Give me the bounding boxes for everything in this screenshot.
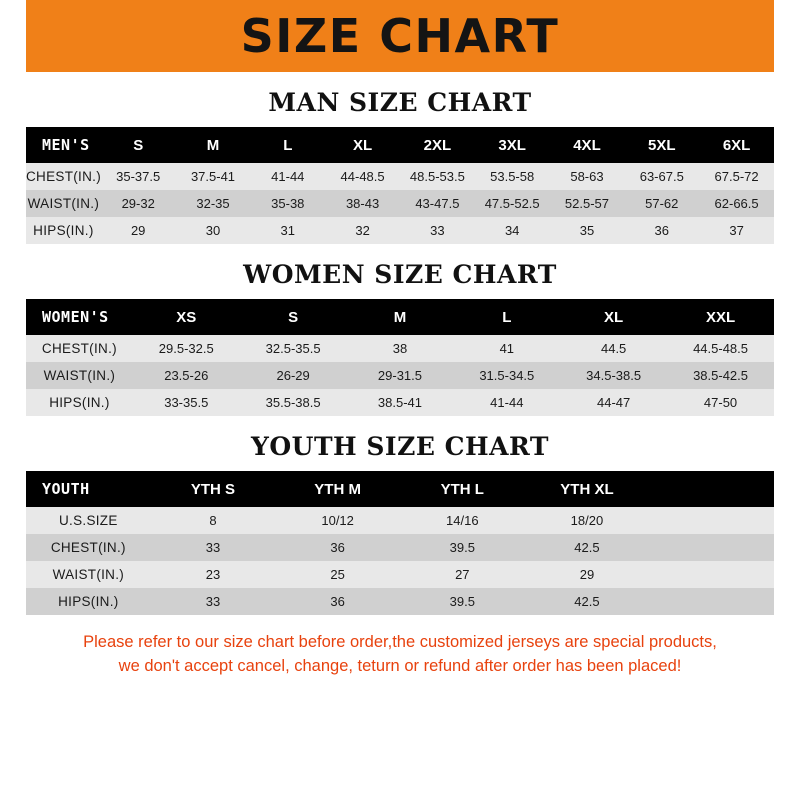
youth-cell-empty	[649, 561, 774, 588]
men-cell: 62-66.5	[699, 190, 774, 217]
women-cell: 33-35.5	[133, 389, 240, 416]
women-corner-label: WOMEN'S	[26, 299, 133, 335]
men-cell: 29-32	[101, 190, 176, 217]
youth-cell: 33	[151, 588, 276, 615]
youth-col-header-empty	[649, 471, 774, 507]
women-cell: 44.5-48.5	[667, 335, 774, 362]
men-cell: 36	[624, 217, 699, 244]
men-cell: 48.5-53.5	[400, 163, 475, 190]
youth-cell: 8	[151, 507, 276, 534]
youth-cell: 36	[275, 588, 400, 615]
men-col-header: 2XL	[400, 127, 475, 163]
women-cell: 38.5-42.5	[667, 362, 774, 389]
table-row	[26, 507, 774, 534]
women-cell: 26-29	[240, 362, 347, 389]
youth-section-title: YOUTH SIZE CHART	[251, 432, 549, 461]
youth-size-table	[26, 471, 774, 615]
women-cell: 35.5-38.5	[240, 389, 347, 416]
content-area	[0, 88, 800, 679]
youth-cell-empty	[649, 588, 774, 615]
men-cell: 35-38	[250, 190, 325, 217]
table-header-row	[26, 127, 774, 163]
youth-cell-empty	[649, 534, 774, 561]
youth-cell: 23	[151, 561, 276, 588]
women-row-label: HIPS(IN.)	[26, 389, 133, 416]
women-cell: 41-44	[453, 389, 560, 416]
men-cell: 34	[475, 217, 550, 244]
men-size-table	[26, 127, 774, 244]
youth-cell-empty	[649, 507, 774, 534]
men-cell: 63-67.5	[624, 163, 699, 190]
men-col-header: 5XL	[624, 127, 699, 163]
youth-col-header: YTH L	[400, 471, 525, 507]
women-cell: 41	[453, 335, 560, 362]
men-cell: 44-48.5	[325, 163, 400, 190]
table-row	[26, 362, 774, 389]
women-cell: 44-47	[560, 389, 667, 416]
table-row	[26, 389, 774, 416]
youth-cell: 42.5	[525, 534, 650, 561]
women-col-header: XS	[133, 299, 240, 335]
men-cell: 38-43	[325, 190, 400, 217]
men-cell: 32-35	[176, 190, 251, 217]
women-cell: 29-31.5	[347, 362, 454, 389]
men-col-header: L	[250, 127, 325, 163]
women-col-header: S	[240, 299, 347, 335]
men-cell: 37.5-41	[176, 163, 251, 190]
women-col-header: M	[347, 299, 454, 335]
women-row-label: WAIST(IN.)	[26, 362, 133, 389]
women-cell: 23.5-26	[133, 362, 240, 389]
youth-col-header: YTH M	[275, 471, 400, 507]
women-size-table	[26, 299, 774, 416]
youth-cell: 27	[400, 561, 525, 588]
women-col-header: XL	[560, 299, 667, 335]
men-cell: 30	[176, 217, 251, 244]
men-cell: 32	[325, 217, 400, 244]
youth-row-label: HIPS(IN.)	[26, 588, 151, 615]
youth-cell: 42.5	[525, 588, 650, 615]
men-col-header: M	[176, 127, 251, 163]
men-col-header: 6XL	[699, 127, 774, 163]
men-cell: 29	[101, 217, 176, 244]
women-row-label: CHEST(IN.)	[26, 335, 133, 362]
footer-note-line-1: Please refer to our size chart before order,the customized jerseys are special products,	[83, 633, 717, 651]
women-cell: 31.5-34.5	[453, 362, 560, 389]
women-cell: 32.5-35.5	[240, 335, 347, 362]
youth-cell: 10/12	[275, 507, 400, 534]
women-cell: 38.5-41	[347, 389, 454, 416]
footer-note	[26, 631, 774, 679]
header-band	[0, 0, 800, 72]
youth-cell: 18/20	[525, 507, 650, 534]
header-right-margin	[774, 0, 800, 72]
women-section-title: WOMEN SIZE CHART	[243, 260, 557, 289]
youth-col-header: YTH S	[151, 471, 276, 507]
men-cell: 47.5-52.5	[475, 190, 550, 217]
youth-row-label: U.S.SIZE	[26, 507, 151, 534]
table-row	[26, 588, 774, 615]
table-row	[26, 190, 774, 217]
table-header-row	[26, 471, 774, 507]
youth-col-header: YTH XL	[525, 471, 650, 507]
youth-row-label: WAIST(IN.)	[26, 561, 151, 588]
men-cell: 31	[250, 217, 325, 244]
women-col-header: L	[453, 299, 560, 335]
table-row	[26, 163, 774, 190]
men-row-label: CHEST(IN.)	[26, 163, 101, 190]
footer-note-line-2: we don't accept cancel, change, teturn or refund after order has been placed!	[118, 656, 682, 675]
men-col-header: S	[101, 127, 176, 163]
men-cell: 43-47.5	[400, 190, 475, 217]
youth-cell: 39.5	[400, 588, 525, 615]
table-row	[26, 534, 774, 561]
men-col-header: 3XL	[475, 127, 550, 163]
header-left-margin	[0, 0, 26, 72]
women-cell: 29.5-32.5	[133, 335, 240, 362]
women-cell: 34.5-38.5	[560, 362, 667, 389]
youth-cell: 29	[525, 561, 650, 588]
men-cell: 41-44	[250, 163, 325, 190]
men-section-title: MAN SIZE CHART	[268, 88, 532, 117]
men-cell: 35	[550, 217, 625, 244]
men-row-label: HIPS(IN.)	[26, 217, 101, 244]
table-row	[26, 335, 774, 362]
men-row-label: WAIST(IN.)	[26, 190, 101, 217]
men-cell: 33	[400, 217, 475, 244]
women-cell: 44.5	[560, 335, 667, 362]
women-col-header: XXL	[667, 299, 774, 335]
table-row	[26, 217, 774, 244]
men-cell: 35-37.5	[101, 163, 176, 190]
page-title: SIZE CHART	[240, 9, 560, 63]
men-cell: 37	[699, 217, 774, 244]
men-col-header: 4XL	[550, 127, 625, 163]
men-cell: 58-63	[550, 163, 625, 190]
youth-cell: 39.5	[400, 534, 525, 561]
youth-cell: 33	[151, 534, 276, 561]
women-cell: 47-50	[667, 389, 774, 416]
table-row	[26, 561, 774, 588]
men-cell: 67.5-72	[699, 163, 774, 190]
men-corner-label: MEN'S	[26, 127, 101, 163]
men-cell: 52.5-57	[550, 190, 625, 217]
youth-corner-label: YOUTH	[26, 471, 151, 507]
women-cell: 38	[347, 335, 454, 362]
youth-cell: 14/16	[400, 507, 525, 534]
youth-row-label: CHEST(IN.)	[26, 534, 151, 561]
youth-cell: 25	[275, 561, 400, 588]
table-header-row	[26, 299, 774, 335]
men-cell: 53.5-58	[475, 163, 550, 190]
youth-cell: 36	[275, 534, 400, 561]
men-col-header: XL	[325, 127, 400, 163]
men-cell: 57-62	[624, 190, 699, 217]
